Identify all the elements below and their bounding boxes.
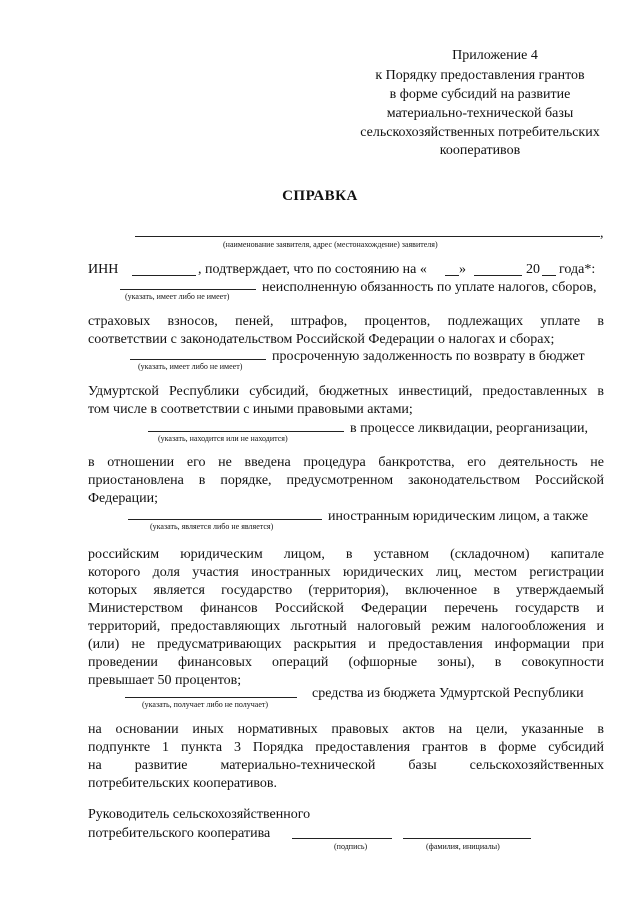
item4-last-line: превышает 50 процентов;	[88, 673, 242, 688]
quote-close: »	[459, 262, 466, 277]
item5-line1: на основании иных нормативных правовых актов на цели, указанные в	[88, 722, 604, 737]
inn-blank	[132, 275, 196, 276]
item3-blank	[148, 431, 344, 432]
item5-after-blank: средства из бюджета Удмуртской Республики	[312, 686, 584, 701]
inn-label: ИНН	[88, 262, 119, 277]
applicant-caption: (наименование заявителя, адрес (местонахождение) заявителя)	[223, 240, 438, 249]
item2-blank	[130, 359, 266, 360]
item4-line7: проведении финансовых операций (офшорные зоны), в совокупности	[88, 655, 604, 670]
item3-line2: в отношении его не введена процедура банкротства, его деятельность не	[88, 455, 604, 470]
year-blank	[542, 275, 556, 276]
item4-line1: российским юридическим лицом, в уставном (складочном) капитале	[88, 547, 604, 562]
inn-confirms-text: , подтверждает, что по состоянию на «	[198, 262, 427, 277]
item5-blank	[125, 697, 297, 698]
applicant-comma: ,	[600, 226, 604, 241]
item2-caption: (указать, имеет либо не имеет)	[138, 362, 243, 371]
item1-caption: (указать, имеет либо не имеет)	[125, 292, 230, 301]
header-line-6: кооперативов	[439, 143, 521, 158]
header-line-1: Приложение 4	[452, 48, 538, 63]
year-suffix: года*:	[559, 262, 596, 277]
item3-line3: приостановлена в порядке, предусмотренном законодательством Российской	[88, 473, 604, 488]
item4-after-blank: иностранным юридическим лицом, а также	[328, 509, 589, 524]
item4-line5: территорий, предоставляющих льготный налоговый режим налогообложения и	[88, 619, 604, 634]
item2-line2: Удмуртской Республики субсидий, бюджетных инвестиций, предоставленных в	[88, 384, 604, 399]
signature-title-line2: потребительского кооператива	[88, 826, 271, 841]
name-caption: (фамилия, инициалы)	[426, 842, 500, 851]
item3-line4: Федерации;	[88, 491, 159, 506]
year-prefix: 20	[526, 262, 540, 277]
item2-after-blank: просроченную задолженность по возврату в бюджет	[272, 349, 585, 364]
item1-blank	[120, 289, 256, 290]
item1-after-blank: неисполненную обязанность по уплате налогов, сборов,	[262, 280, 597, 295]
item3-caption: (указать, находится или не находится)	[158, 434, 288, 443]
item4-line3: которых является государство (территория), включенное в утверждаемый	[88, 583, 604, 598]
header-line-5: сельскохозяйственных потребительских	[360, 125, 600, 140]
header-line-4: материально-технической базы	[386, 106, 574, 121]
month-blank	[474, 275, 522, 276]
applicant-blank	[135, 236, 600, 237]
item2-line3: том числе в соответствии с иными правовыми актами;	[88, 402, 413, 417]
day-blank	[445, 275, 459, 276]
header-line-2: к Порядку предоставления грантов	[375, 68, 585, 83]
item1-line2: страховых взносов, пеней, штрафов, процентов, подлежащих уплате в	[88, 314, 604, 329]
item4-line4: Министерством финансов Российской Федерации перечень государств и	[88, 601, 604, 616]
name-blank	[403, 838, 531, 839]
signature-title-line1: Руководитель сельскохозяйственного	[88, 807, 311, 822]
item5-last-line: потребительских кооперативов.	[88, 776, 278, 791]
item4-blank	[128, 519, 322, 520]
item5-caption: (указать, получает либо не получает)	[142, 700, 269, 709]
signature-caption: (подпись)	[334, 842, 368, 851]
document-title: СПРАВКА	[282, 188, 358, 204]
item4-line6: (или) не предусматривающих раскрытия и предоставления информации при	[88, 637, 604, 652]
signature-blank	[292, 838, 392, 839]
item3-after-blank: в процессе ликвидации, реорганизации,	[350, 421, 589, 436]
item4-line2: которого доля участия иностранных юридических лиц, местом регистрации	[88, 565, 604, 580]
item1-line3: соответствии с законодательством Российской Федерации о налогах и сборах;	[88, 332, 555, 347]
header-line-3: в форме субсидий на развитие	[389, 87, 571, 102]
item5-line2: подпункте 1 пункта 3 Порядка предоставления грантов в форме субсидий	[88, 740, 604, 755]
item5-line3: на развитие материально-технической базы сельскохозяйственных	[88, 758, 604, 773]
item4-caption: (указать, является либо не является)	[150, 522, 274, 531]
